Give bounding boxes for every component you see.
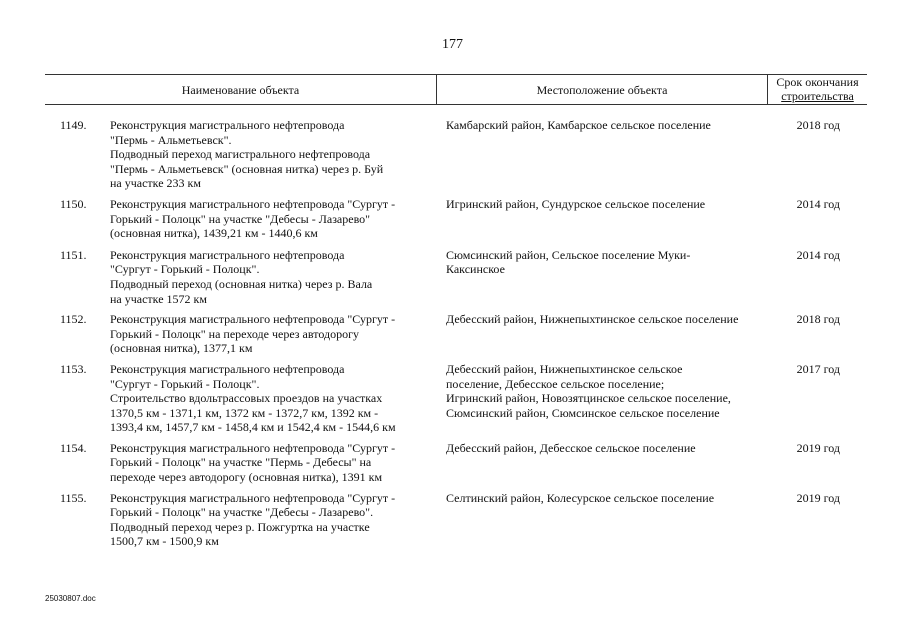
table-row [0, 248, 905, 306]
object-name [110, 491, 430, 549]
object-name-line: Горький - Полоцк" на участке "Дебесы - Лазарево" [110, 211, 371, 226]
object-location-line: Игринский район, Новозятцинское сельское поселение, [446, 391, 731, 406]
row-number: 1153. [60, 361, 87, 376]
object-location-line: Дебесский район, Нижнепыхтинское сельское поселение [446, 312, 739, 327]
object-name-line: 1500,7 км - 1500,9 км [110, 534, 219, 549]
object-name-line: "Сургут - Горький - Полоцк". [110, 262, 260, 277]
object-name-line: Горький - Полоцк" на переходе через автодорогу [110, 326, 359, 341]
table-row [0, 491, 905, 549]
object-name-line: Строительство вдольтрассовых проездов на участках [110, 391, 383, 406]
page-number: 177 [442, 37, 463, 52]
construction-term: 2018 год [796, 312, 840, 327]
table-row [0, 118, 905, 191]
construction-term: 2014 год [796, 196, 840, 211]
table-header-top-rule [45, 74, 867, 75]
object-name [110, 248, 430, 306]
object-name [110, 441, 430, 485]
object-name-line: 1393,4 км, 1457,7 км - 1458,4 км и 1542,4 км - 1544,6 км [110, 420, 396, 435]
object-name-line: на участке 233 км [110, 176, 201, 191]
construction-term: 2019 год [796, 490, 840, 505]
construction-term: 2019 год [796, 440, 840, 455]
object-name-line: 1370,5 км - 1371,1 км, 1372 км - 1372,7 км, 1392 км - [110, 405, 379, 420]
table-row [0, 312, 905, 356]
object-location-line: поселение, Дебесское сельское поселение; [446, 376, 665, 391]
table-row [0, 362, 905, 435]
object-name-line: Реконструкция магистрального нефтепровода "Сургут - [110, 440, 396, 455]
document-filename: 25030807.doc [45, 594, 96, 603]
object-location-line: Камбарский район, Камбарское сельское поселение [446, 118, 711, 132]
row-number: 1151. [60, 247, 87, 262]
object-location-line: Дебесский район, Нижнепыхтинское сельское [446, 361, 683, 376]
object-location-line: Сюмсинский район, Сельское поселение Муки- [446, 247, 691, 262]
table-row [0, 441, 905, 485]
object-name [110, 118, 430, 191]
row-number: 1150. [60, 196, 87, 211]
table-row [0, 197, 905, 241]
object-name-line: Подводный переход (основная нитка) через р. Вала [110, 276, 373, 291]
object-name-line: Реконструкция магистрального нефтепровода "Сургут - [110, 312, 396, 327]
construction-term: 2014 год [796, 247, 840, 262]
object-location [446, 118, 766, 133]
object-location-line: Игринский район, Сундурское сельское поселение [446, 196, 706, 211]
object-location [446, 362, 766, 420]
object-name-line: Подводный переход магистрального нефтепровода [110, 147, 371, 162]
construction-term: 2017 год [796, 361, 840, 376]
object-name-line: Реконструкция магистрального нефтепровода [110, 118, 345, 132]
object-name-line: Реконструкция магистрального нефтепровода [110, 361, 345, 376]
row-number: 1152. [60, 312, 87, 327]
row-number: 1155. [60, 490, 87, 505]
object-name-line: (основная нитка), 1439,21 км - 1440,6 км [110, 226, 318, 241]
object-name [110, 312, 430, 356]
object-name-line: Горький - Полоцк" на участке "Дебесы - Лазарево". [110, 505, 374, 520]
object-location-line: Селтинский район, Колесурское сельское поселение [446, 490, 715, 505]
construction-term: 2018 год [796, 118, 840, 132]
header-name-column: Наименование объекта [181, 83, 300, 97]
table-header-bottom-rule [45, 104, 867, 105]
object-name-line: Подводный переход через р. Пожгуртка на участке [110, 519, 370, 534]
object-name [110, 362, 430, 435]
object-location-line: Каксинское [446, 262, 505, 277]
object-name-line: "Сургут - Горький - Полоцк". [110, 376, 260, 391]
object-name-line: Реконструкция магистрального нефтепровода "Сургут - [110, 490, 396, 505]
object-location [446, 441, 766, 456]
object-name-line: Реконструкция магистрального нефтепровода [110, 247, 345, 262]
object-name-line: Реконструкция магистрального нефтепровода "Сургут - [110, 196, 396, 211]
table-body [0, 118, 905, 549]
object-location [446, 491, 766, 506]
row-number: 1149. [60, 118, 87, 132]
object-location-line: Сюмсинский район, Сюмсинское сельское поселение [446, 405, 720, 420]
object-location [446, 197, 766, 212]
header-term-line1: Срок окончания [776, 75, 859, 89]
object-name-line: переходе через автодорогу (основная нитка), 1391 км [110, 470, 383, 485]
header-term-column [768, 75, 867, 103]
object-name [110, 197, 430, 241]
object-name-line: Горький - Полоцк" на участке "Пермь - Дебесы" на [110, 455, 372, 470]
object-name-line: "Пермь - Альметьевск" (основная нитка) через р. Буй [110, 161, 384, 176]
object-name-line: (основная нитка), 1377,1 км [110, 341, 253, 356]
header-term-line2: строительства [781, 89, 854, 103]
object-location [446, 248, 766, 277]
object-name-line: "Пермь - Альметьевск". [110, 132, 232, 147]
object-location [446, 312, 766, 327]
object-location-line: Дебесский район, Дебесское сельское поселение [446, 440, 696, 455]
header-location-column: Местоположение объекта [536, 83, 668, 97]
object-name-line: на участке 1572 км [110, 291, 207, 306]
row-number: 1154. [60, 440, 87, 455]
